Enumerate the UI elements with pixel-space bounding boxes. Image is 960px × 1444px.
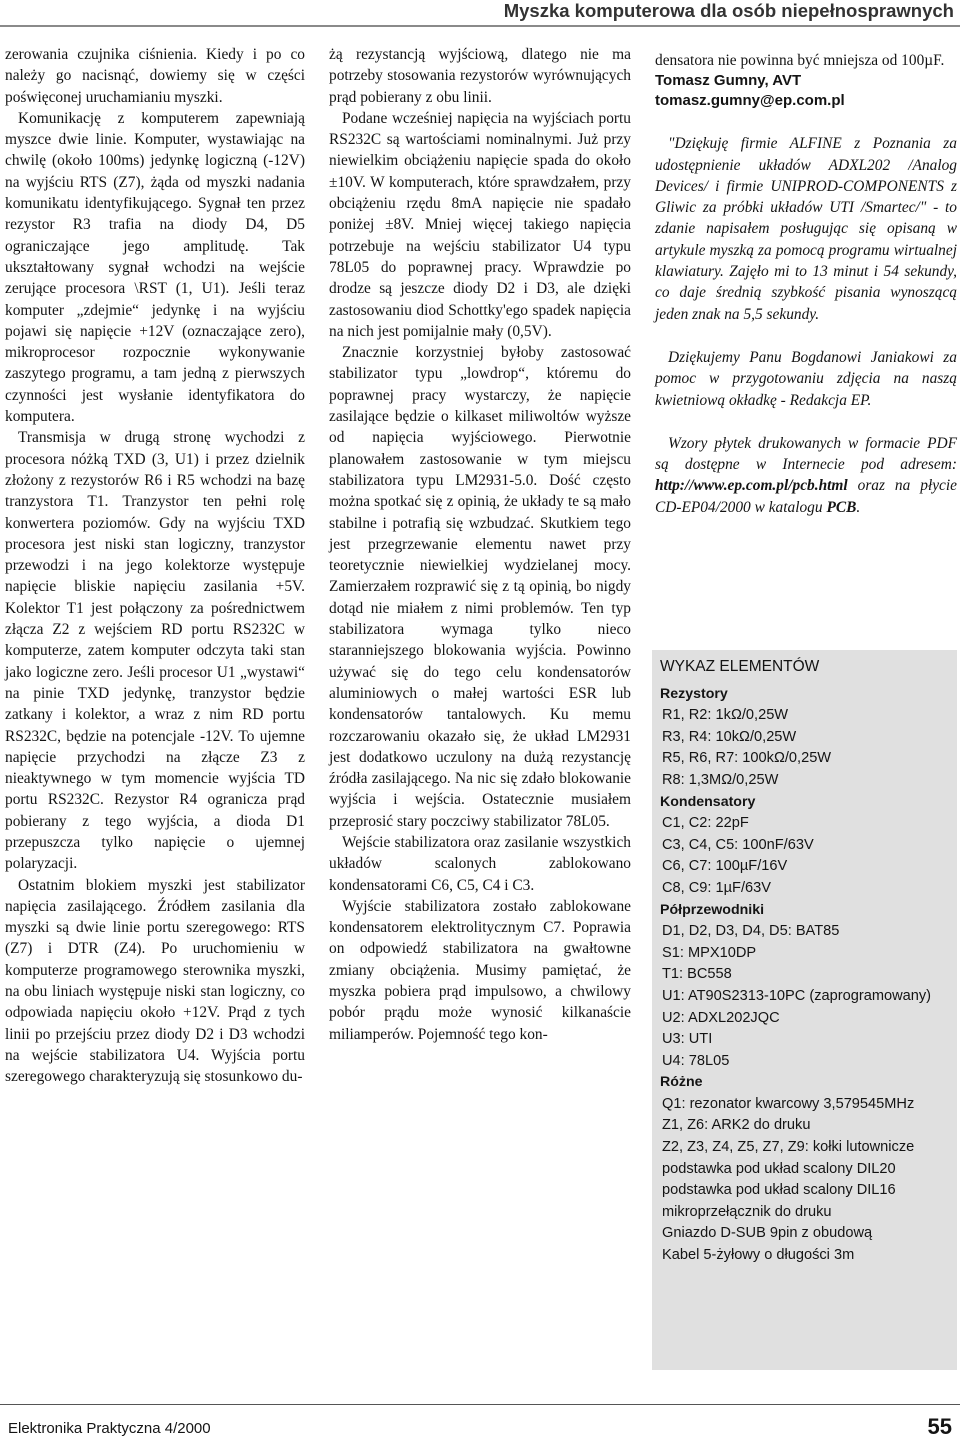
pcb-note-text: oraz na płycie CD-EP04/2000 w katalogu [655, 477, 957, 516]
paragraph: Ostatnim blokiem myszki jest stabilizator napięcia zasilającego. Źródłem zasilania dla myszki są dwie linie portu szeregowego: RTS (Z7) i DTR (Z4). Po uruchomieniu w komputerze programowego sterownika myszki, na obu liniach występuje niski stan logiczny, co odpowiada napięciu około +12V. Prąd z tych linii po przejściu przez diody D2 i D3 wchodzi na wejście stabilizatora U4. Wyjścia portu szeregowego charakteryzują się stosunkowo du- [5, 876, 305, 1086]
paragraph: żą rezystancją wyjściową, dlatego nie ma potrzeby stosowania rezystorów wyrównujących prąd pobierany z obu linii. [329, 46, 631, 106]
parts-section-title: Rezystory [660, 685, 728, 702]
pcb-folder: PCB [826, 498, 857, 516]
parts-list-title: WYKAZ ELEMENTÓW [660, 658, 820, 675]
parts-item: Q1: rezonator kwarcowy 3,579545MHz [662, 1095, 915, 1112]
pcb-link[interactable]: http://www.ep.com.pl/pcb.html [655, 477, 848, 495]
parts-item: R1, R2: 1kΩ/0,25W [662, 707, 789, 724]
parts-item: Gniazdo D-SUB 9pin z obudową [662, 1225, 873, 1242]
paragraph: Podane wcześniej napięcia na wyjściach portu RS232C są wartościami nominalnymi. Już przy niewielkim obciążeniu napięcie spada do około ±10V. W komputerach, które sprawdzałem, przy obciążeniu rzędu 8mA napięcie nie spadało poniżej ±8V. Mniej więcej takiego napięcia potrzebuje na wejściu stabilizator U4 typu 78L05 do poprawnej pracy. Wprawdzie po drodze są jeszcze diody D2 i D3, ale dzięki zastosowaniu diod Schottky'ego spadek napięcia na nich jest pomijalnie mały (0,5V). [329, 109, 631, 340]
parts-item: U4: 78L05 [662, 1052, 730, 1069]
paragraph: Komunikację z komputerem zapewniają myszce dwie linie. Komputer, wystawiając na chwilę (około 100ms) jedynkę logiczną (-12V) na wyjściu RTS (Z7), żąda od myszki nadania komunikatu identyfikującego. Sygnał ten przez rezystor R3 trafia na diody D4, D5 ograniczające jego amplitudę. Tak ukształtowany sygnał wchodzi na wejście zerujące procesora \RST (1, U1). Jeśli teraz komputer „zdejmie“ jedynkę i na wyjściu pojawi się napięcie +12V (oznaczające zero), mikroprocesor rozpocznie wykonywanie zaszytego programu, a tam jedną z pierwszych czynności jest wysłanie identyfikatora do komputera. [5, 109, 305, 426]
paragraph: Znacznie korzystniej byłoby zastosować stabilizator typu „lowdrop“, któremu do poprawnej pracy wystarczy, że napięcie zasilające będzie o kilkaset miliwoltów wyższe od napięcia wyjściowego. Pierwotnie planowałem zastosowanie w tym miejscu stabilizatora typu LM2931-5.0. Dość często można spotkać się z opinią, że układy te są mało stabilne i potrafią się wzbudzać. Skutkiem tego jest przegrzewanie elementu nawet przy teoretycznie niewielkiej wydzielanej mocy. Zamierzałem rozprawić się z tą opinią, bo nigdy dotąd nie miałem z nimi problemów. Ten typ stabilizatora wymaga tylko nieco staranniejszego blokowania wyjścia. Powinno używać się do tego celu kondensatorów aluminiowych o małej wartości ESR lub kondensatorów tantalowych. Ku memu rozczarowaniu okazało się, że układ LM2931 jest dodatkowo uczulony na dużą rezystancję źródła zasilającego. Na nic się zdało blokowanie wyjścia i wejścia. Ostatecznie musiałem przeprosić stary poczciwy stabilizator 78L05. [329, 344, 631, 830]
parts-item: podstawka pod układ scalony DIL20 [662, 1160, 896, 1177]
parts-item: C1, C2: 22pF [662, 815, 749, 832]
parts-item: R5, R6, R7: 100kΩ/0,25W [662, 750, 832, 767]
parts-item: C3, C4, C5: 100nF/63V [662, 836, 814, 853]
column-1 [5, 44, 305, 1088]
footer-rule [0, 1404, 960, 1405]
parts-item: D1, D2, D3, D4, D5: BAT85 [662, 923, 840, 940]
paragraph: Wyjście stabilizatora zostało zablokowane kondensatorem elektrolitycznym C7. Poprawia on odpowiedź stabilizatora na gwałtowne zmiany obciążenia. Musimy pamiętać, że myszka pobiera prąd impulsowo, a chwilowy pobór prądu może wynosić kilkanaście miliamperów. Pojemność tego kon- [329, 897, 631, 1043]
parts-item: T1: BC558 [662, 966, 732, 983]
parts-section-title: Kondensatory [660, 793, 756, 810]
parts-item: mikroprzełącznik do druku [662, 1203, 832, 1220]
pcb-note-text: . [856, 498, 861, 516]
parts-item: Kabel 5-żyłowy o długości 3m [662, 1247, 855, 1264]
author-email[interactable]: tomasz.gumny@ep.com.pl [655, 92, 845, 110]
parts-item: C6, C7: 100µF/16V [662, 858, 788, 875]
thanks-note: "Dziękuję firmie ALFINE z Poznania za udostępnienie układów ADXL202 /Analog Devices/ i firmie UNIPROD-COMPONENTS z Gliwic za próbki układów UTI /Smartec/" - to zdanie napisałem posługując się opisaną w artykule myszką za pomocą programu wirtualnej klawiatury. Zajęło mi to 13 minut i 54 sekundy, co daje średnią szybkość pisania wynoszącą jeden znak na 5,5 sekundy. [655, 135, 957, 323]
pcb-note-text: Wzory płytek drukowanych w formacie PDF są dostępne w Internecie pod adresem: [655, 434, 957, 474]
running-header: Myszka komputerowa dla osób niepełnosprawnych [503, 0, 954, 21]
parts-item: U1: AT90S2313-10PC (zaprogramowany) [662, 987, 932, 1004]
parts-item: R3, R4: 10kΩ/0,25W [662, 728, 797, 745]
paragraph: Transmisja w drugą stronę wychodzi z procesora nóżką TXD (3, U1) i przez dzielnik złożony z rezystorów R6 i R5 wchodzi na bazę tranzystora T1. Tranzystor ten pełni rolę konwertera poziomów. Gdy na wyjściu TXD procesora jest niski stan logiczny, tranzystor przewodzi i na jego kolektorze występuje napięcie bliskie napięciu zasilania +5V. Kolektor T1 jest połączony za pośrednictwem złącza Z2 z wejściem RD portu RS232C w komputerze, zatem komputer odczyta taki stan jako logiczne zero. Jeśli procesor U1 „wystawi“ na pinie TXD jedynkę, tranzystor będzie zatkany i kolektor, a wraz z nim RD portu RS232C, będzie na potencjale -12V. To ujemne napięcie przychodzi na złącze Z3 z nieaktywnego w tym momencie wyjścia TD portu RS232C. Rezystor R4 ogranicza prąd pobierany z tego wyjścia, a dioda D1 przepuszcza tylko napięcie o ujemnej polaryzacji. [5, 429, 305, 873]
parts-list-box [652, 650, 957, 1370]
paragraph: Wejście stabilizatora oraz zasilanie wszystkich układów scalonych zablokowano kondensatorami C6, C5, C4 i C3. [329, 833, 631, 894]
pcb-note [655, 433, 957, 518]
paragraph: zerowania czujnika ciśnienia. Kiedy i po co należy go nacisnąć, dowiemy się w części poświęconej uruchamianiu myszki. [5, 46, 305, 106]
footer-magazine: Elektronika Praktyczna 4/2000 [8, 1420, 211, 1437]
parts-item: U3: UTI [662, 1031, 713, 1048]
column-3 [655, 50, 957, 518]
parts-section-title: Półprzewodniki [660, 901, 765, 918]
page-number: 55 [927, 1414, 952, 1439]
author-name: Tomasz Gumny, AVT [655, 72, 802, 90]
parts-section-title: Różne [660, 1074, 703, 1091]
parts-item: S1: MPX10DP [662, 944, 757, 961]
parts-item: podstawka pod układ scalony DIL16 [662, 1182, 896, 1199]
parts-item: R8: 1,3MΩ/0,25W [662, 771, 779, 788]
header-rule [0, 25, 960, 27]
parts-item: Z2, Z3, Z4, Z5, Z7, Z9: kołki lutownicze [662, 1139, 915, 1156]
column-2 [329, 44, 631, 1045]
parts-item: C8, C9: 1µF/63V [662, 879, 771, 896]
parts-item: U2: ADXL202JQC [662, 1009, 780, 1026]
paragraph: densatora nie powinna być mniejsza od 100µF. [655, 52, 945, 69]
editor-note: Dziękujemy Panu Bogdanowi Janiakowi za pomoc w przygotowaniu zdjęcia na naszą kwietniową okładkę - Redakcja EP. [655, 348, 957, 409]
parts-item: Z1, Z6: ARK2 do druku [662, 1117, 811, 1134]
